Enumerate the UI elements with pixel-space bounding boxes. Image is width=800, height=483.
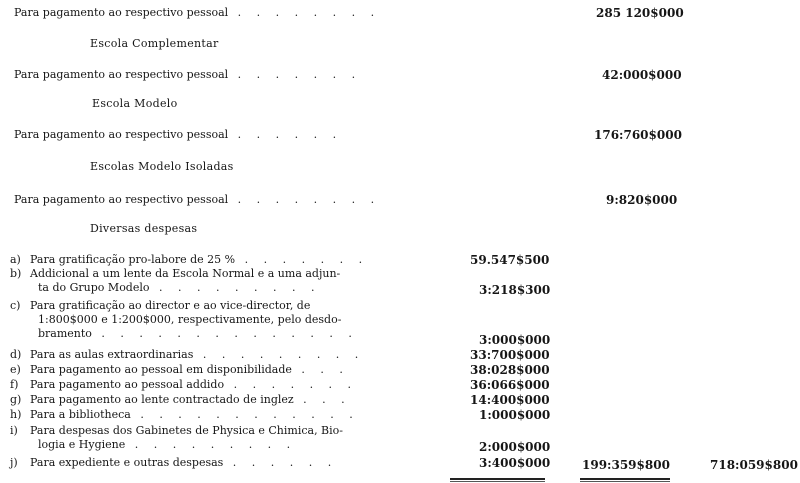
- amount: 33:700$000: [470, 348, 550, 362]
- subtotal-amount: 199:359$800: [582, 458, 670, 472]
- amount: 9:820$000: [606, 193, 678, 207]
- item-label: [30, 348, 364, 362]
- amount: 3:400$000: [479, 456, 551, 470]
- grand-total-amount: 718:059$800: [710, 458, 798, 472]
- item-text: Para pagamento ao pessoal addido: [30, 378, 225, 391]
- section-heading: Escolas Modelo Isoladas: [90, 160, 234, 173]
- item-marker: g): [10, 393, 22, 406]
- item-label: [14, 68, 361, 82]
- leader-dots: . . . . . . .: [235, 253, 369, 266]
- section-heading: Escola Complementar: [90, 37, 219, 50]
- sum-rule: [580, 478, 670, 480]
- item-text: Para pagamento ao lente contractado de inglez: [30, 393, 294, 406]
- amount: 36:066$000: [470, 378, 550, 392]
- sum-rule: [580, 481, 670, 482]
- sum-rule: [450, 481, 545, 482]
- item-label: [30, 363, 349, 377]
- leader-dots: . . . . . . . . .: [193, 348, 365, 361]
- leader-dots: . . . . . . .: [228, 68, 362, 81]
- leader-dots: . . . . . . . . . . . . . .: [91, 327, 358, 340]
- item-marker: e): [10, 363, 21, 376]
- amount: 2:000$000: [479, 440, 551, 454]
- amount: 285 120$000: [596, 6, 684, 20]
- item-label: [30, 408, 359, 422]
- item-label: [30, 253, 368, 267]
- item-text: logia e Hygiene: [38, 438, 126, 451]
- item-text: Para pagamento ao respectivo pessoal: [14, 128, 229, 141]
- amount: 42:000$000: [602, 68, 682, 82]
- item-text: Para pagamento ao pessoal em disponibilidade: [30, 363, 292, 376]
- leader-dots: . . . . . .: [223, 456, 338, 469]
- item-label: [30, 456, 337, 470]
- item-marker: c): [10, 299, 21, 312]
- amount: 176:760$000: [594, 128, 682, 142]
- item-text: Para expediente e outras despesas: [30, 456, 224, 469]
- item-label: 1:800$000 e 1:200$000, respectivamente, pelo desdo-: [38, 313, 342, 326]
- item-label: [30, 393, 351, 407]
- leader-dots: . . . . . .: [228, 128, 343, 141]
- item-text: bramento: [38, 327, 92, 340]
- item-marker: j): [10, 456, 18, 469]
- item-text: Para as aulas extraordinarias: [30, 348, 194, 361]
- item-text: ta do Grupo Modelo: [38, 281, 150, 294]
- amount: 1:000$000: [479, 408, 551, 422]
- item-text: Para pagamento ao respectivo pessoal: [14, 68, 229, 81]
- item-label: [14, 193, 380, 207]
- item-marker: a): [10, 253, 21, 266]
- item-label: [38, 438, 296, 452]
- item-text: Para pagamento ao respectivo pessoal: [14, 193, 229, 206]
- amount: 59.547$500: [470, 253, 550, 267]
- leader-dots: . . . . . . . . . . . .: [130, 408, 359, 421]
- item-label: [14, 128, 342, 142]
- item-label: Para despesas dos Gabinetes de Physica e Chimica, Bio-: [30, 424, 344, 437]
- item-marker: b): [10, 267, 22, 280]
- item-label: [30, 378, 357, 392]
- item-label: Para gratificação ao director e ao vice-director, de: [30, 299, 311, 312]
- leader-dots: . . . . . . . .: [228, 6, 381, 19]
- amount: 3:000$000: [479, 333, 551, 347]
- leader-dots: . . . . . . . . .: [149, 281, 321, 294]
- leader-dots: . . .: [291, 363, 349, 376]
- sum-rule: [450, 478, 545, 480]
- leader-dots: . . . . . . . . .: [125, 438, 297, 451]
- leader-dots: . . .: [293, 393, 351, 406]
- item-marker: i): [10, 424, 18, 437]
- item-label: Addicional a um lente da Escola Normal e a uma adjun-: [30, 267, 341, 280]
- leader-dots: . . . . . . . .: [228, 193, 381, 206]
- section-heading: Escola Modelo: [92, 97, 178, 110]
- section-heading: Diversas despesas: [90, 222, 198, 235]
- amount: 3:218$300: [479, 283, 551, 297]
- item-text: Para pagamento ao respectivo pessoal: [14, 6, 229, 19]
- item-text: Para a bibliotheca: [30, 408, 131, 421]
- amount: 38:028$000: [470, 363, 550, 377]
- amount: 14:400$000: [470, 393, 550, 407]
- item-label: [38, 327, 358, 341]
- item-text: Para gratificação pro-labore de 25 %: [30, 253, 236, 266]
- leader-dots: . . . . . . .: [224, 378, 358, 391]
- item-marker: d): [10, 348, 22, 361]
- item-marker: f): [10, 378, 19, 391]
- item-marker: h): [10, 408, 22, 421]
- item-label: [38, 281, 320, 295]
- item-label: [14, 6, 380, 20]
